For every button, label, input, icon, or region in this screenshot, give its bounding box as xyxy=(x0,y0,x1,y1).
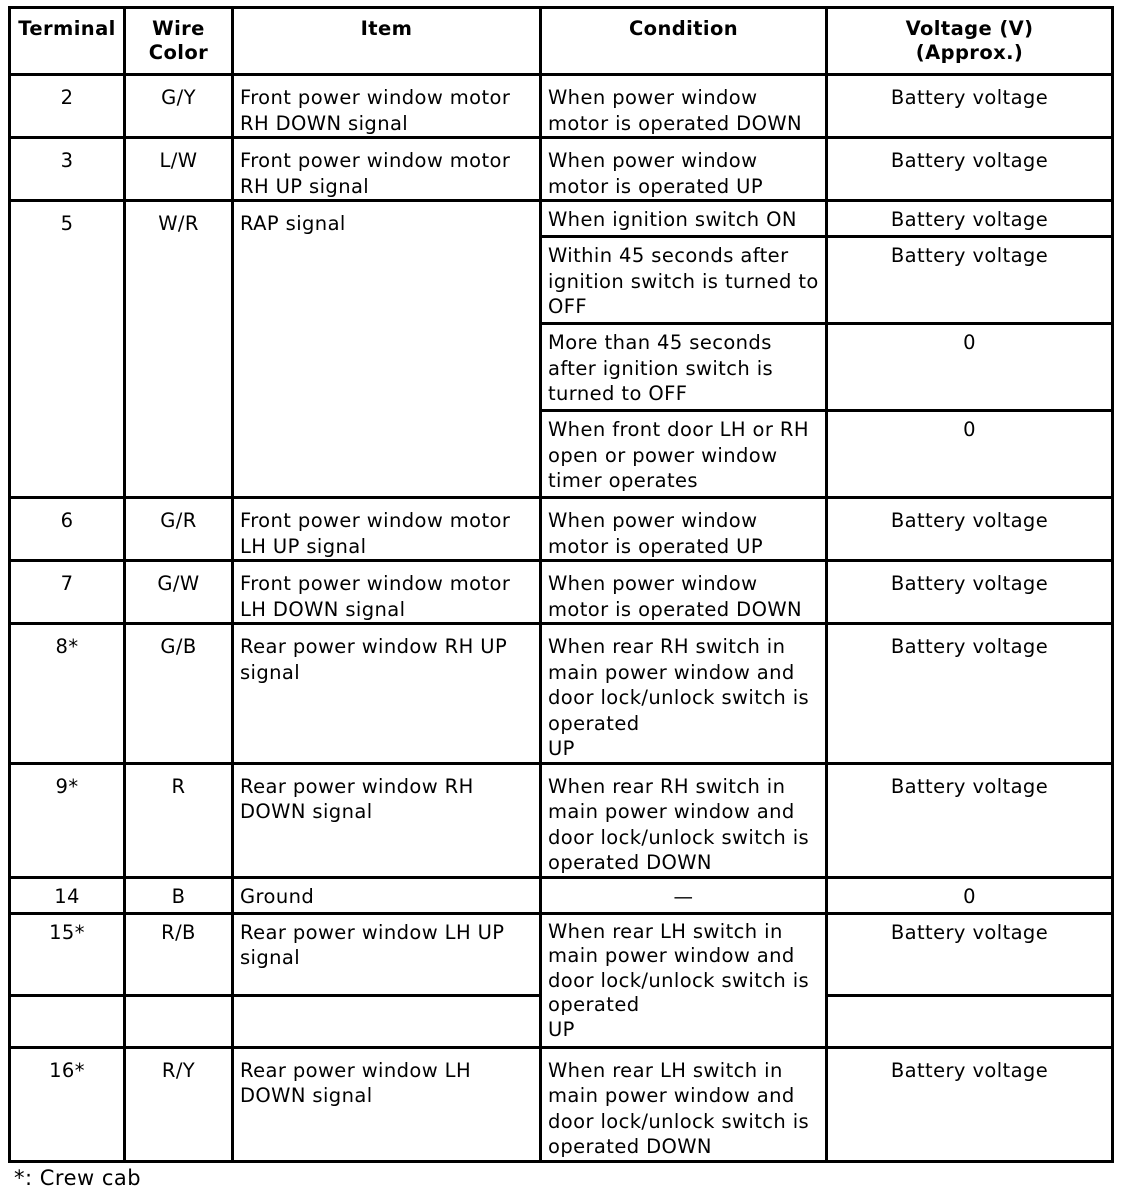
terminal-cell: 14 xyxy=(10,877,125,913)
table-row xyxy=(10,498,1113,561)
wire-color-cell: G/Y xyxy=(125,75,233,138)
terminal-cell: 5 xyxy=(10,201,125,498)
voltage-cell: Battery voltage xyxy=(827,201,1113,237)
wire-color-cell: G/B xyxy=(125,624,233,764)
table-row xyxy=(10,75,1113,138)
wire-color-cell: B xyxy=(125,877,233,913)
empty-cell xyxy=(10,995,125,1047)
wire-color-cell: G/W xyxy=(125,561,233,624)
wire-color-cell: G/R xyxy=(125,498,233,561)
wire-color-cell: R/Y xyxy=(125,1047,233,1161)
item-cell: Rear power window RH DOWN signal xyxy=(233,763,541,877)
condition-cell: When power window motor is operated UP xyxy=(541,498,827,561)
voltage-cell: Battery voltage xyxy=(827,498,1113,561)
voltage-cell: 0 xyxy=(827,411,1113,498)
table-row xyxy=(10,1047,1113,1161)
empty-cell xyxy=(125,995,233,1047)
voltage-cell: 0 xyxy=(827,877,1113,913)
voltage-cell: Battery voltage xyxy=(827,237,1113,324)
condition-cell: — xyxy=(541,877,827,913)
terminal-cell: 2 xyxy=(10,75,125,138)
table-row xyxy=(10,877,1113,913)
table-row xyxy=(10,763,1113,877)
header-row xyxy=(10,8,1113,75)
header-wire-color: Wire Color xyxy=(125,8,233,75)
voltage-cell: Battery voltage xyxy=(827,1047,1113,1161)
condition-cell: More than 45 seconds after ignition switch is turned to OFF xyxy=(541,324,827,411)
item-cell: Rear power window RH UP signal xyxy=(233,624,541,764)
condition-cell: When power window motor is operated DOWN xyxy=(541,75,827,138)
terminal-cell: 15* xyxy=(10,913,125,995)
condition-cell xyxy=(541,624,827,764)
item-cell: Front power window motor RH UP signal xyxy=(233,138,541,201)
item-cell: Rear power window LH UP signal xyxy=(233,913,541,995)
condition-text: When rear LH switch in main power window and door lock/unlock switch is operated xyxy=(548,919,810,1016)
empty-cell xyxy=(827,995,1113,1047)
wire-color-cell: W/R xyxy=(125,201,233,498)
terminal-cell: 8* xyxy=(10,624,125,764)
table-row xyxy=(10,138,1113,201)
table-row xyxy=(10,201,1113,237)
wire-color-cell: R xyxy=(125,763,233,877)
item-cell: Front power window motor RH DOWN signal xyxy=(233,75,541,138)
table-row xyxy=(10,624,1113,764)
voltage-cell: Battery voltage xyxy=(827,624,1113,764)
condition-tail: UP xyxy=(548,737,575,760)
header-item: Item xyxy=(233,8,541,75)
terminal-cell: 9* xyxy=(10,763,125,877)
table-row xyxy=(10,913,1113,995)
terminal-cell: 7 xyxy=(10,561,125,624)
header-terminal: Terminal xyxy=(10,8,125,75)
condition-cell: When rear RH switch in main power window and door lock/unlock switch is operated DOWN xyxy=(541,763,827,877)
footnote: *: Crew cab xyxy=(14,1166,142,1190)
condition-tail: UP xyxy=(548,1017,575,1041)
condition-cell: When front door LH or RH open or power window timer operates xyxy=(541,411,827,498)
wire-color-cell: R/B xyxy=(125,913,233,995)
item-cell: Front power window motor LH DOWN signal xyxy=(233,561,541,624)
item-cell: Front power window motor LH UP signal xyxy=(233,498,541,561)
item-cell: RAP signal xyxy=(233,201,541,498)
wire-color-cell: L/W xyxy=(125,138,233,201)
terminal-cell: 16* xyxy=(10,1047,125,1161)
voltage-cell: Battery voltage xyxy=(827,763,1113,877)
voltage-cell: Battery voltage xyxy=(827,75,1113,138)
empty-cell xyxy=(233,995,541,1047)
item-cell: Rear power window LH DOWN signal xyxy=(233,1047,541,1161)
condition-cell: When ignition switch ON xyxy=(541,201,827,237)
voltage-cell: Battery voltage xyxy=(827,561,1113,624)
table-row xyxy=(10,561,1113,624)
condition-cell xyxy=(541,913,827,1047)
terminal-spec-table xyxy=(8,6,1114,1163)
voltage-cell: 0 xyxy=(827,324,1113,411)
terminal-cell: 3 xyxy=(10,138,125,201)
condition-cell: Within 45 seconds after ignition switch is turned to OFF xyxy=(541,237,827,324)
condition-cell: When power window motor is operated DOWN xyxy=(541,561,827,624)
condition-cell: When rear LH switch in main power window and door lock/unlock switch is operated DOWN xyxy=(541,1047,827,1161)
voltage-cell: Battery voltage xyxy=(827,138,1113,201)
voltage-cell: Battery voltage xyxy=(827,913,1113,995)
header-voltage: Voltage (V) (Approx.) xyxy=(827,8,1113,75)
item-cell: Ground xyxy=(233,877,541,913)
condition-text: When rear RH switch in main power window and door lock/unlock switch is operated xyxy=(548,635,810,735)
condition-cell: When power window motor is operated UP xyxy=(541,138,827,201)
terminal-cell: 6 xyxy=(10,498,125,561)
header-condition: Condition xyxy=(541,8,827,75)
